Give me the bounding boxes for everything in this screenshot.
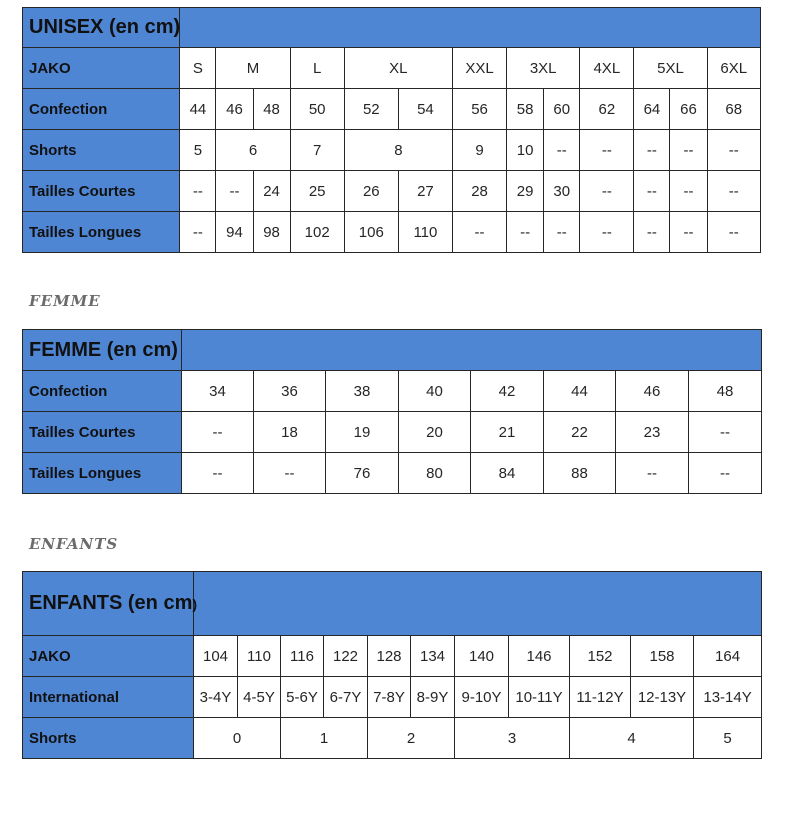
size-cell: 5-6Y <box>281 677 324 718</box>
size-cell: 27 <box>398 171 452 212</box>
size-cell: 20 <box>399 412 471 453</box>
unisex-row-tailles-courtes <box>23 171 761 212</box>
size-cell: 58 <box>507 89 544 130</box>
size-cell: L <box>290 48 344 89</box>
size-cell: 88 <box>544 453 616 494</box>
size-cell: 84 <box>471 453 544 494</box>
row-label-shorts: Shorts <box>23 130 180 171</box>
size-cell: 146 <box>509 636 570 677</box>
enfants-title-paren: ) <box>192 596 198 612</box>
femme-title-row <box>23 330 762 371</box>
size-cell: -- <box>707 171 760 212</box>
size-cell: 76 <box>326 453 399 494</box>
size-cell: 4-5Y <box>238 677 281 718</box>
size-cell: 36 <box>254 371 326 412</box>
size-cell: 128 <box>368 636 411 677</box>
size-cell: 38 <box>326 371 399 412</box>
size-cell: 1 <box>281 718 368 759</box>
size-cell: -- <box>634 130 670 171</box>
size-cell: 94 <box>216 212 253 253</box>
size-cell: -- <box>180 171 216 212</box>
size-cell: 5XL <box>634 48 707 89</box>
size-cell: 46 <box>216 89 253 130</box>
row-label-shorts: Shorts <box>23 718 194 759</box>
size-cell: -- <box>707 212 760 253</box>
size-cell: 11-12Y <box>570 677 631 718</box>
femme-row-confection <box>23 371 762 412</box>
femme-title: FEMME (en cm) <box>23 330 182 371</box>
size-cell: -- <box>544 212 580 253</box>
femme-row-tailles-courtes <box>23 412 762 453</box>
size-cell: 19 <box>326 412 399 453</box>
size-cell: 23 <box>616 412 689 453</box>
size-cell: 9-10Y <box>455 677 509 718</box>
size-cell: S <box>180 48 216 89</box>
enfants-title-text: ENFANTS (en cm <box>29 592 193 614</box>
size-cell: 106 <box>344 212 398 253</box>
row-label-international: International <box>23 677 194 718</box>
size-cell: 64 <box>634 89 670 130</box>
size-cell: 3-4Y <box>194 677 238 718</box>
size-cell: 158 <box>631 636 694 677</box>
size-cell: -- <box>544 130 580 171</box>
size-cell: 42 <box>471 371 544 412</box>
enfants-size-table <box>22 571 762 759</box>
enfants-row-international <box>23 677 762 718</box>
size-cell: -- <box>634 171 670 212</box>
size-cell: 29 <box>507 171 544 212</box>
size-cell: 9 <box>452 130 506 171</box>
size-cell: XL <box>344 48 452 89</box>
femme-row-tailles-longues <box>23 453 762 494</box>
size-cell: 44 <box>180 89 216 130</box>
size-cell: -- <box>180 212 216 253</box>
unisex-size-table <box>22 7 761 253</box>
row-label-tailles-courtes: Tailles Courtes <box>23 412 182 453</box>
size-cell: 28 <box>452 171 506 212</box>
unisex-title-row <box>23 8 761 48</box>
size-cell: 110 <box>398 212 452 253</box>
size-cell: -- <box>580 171 634 212</box>
size-cell: -- <box>634 212 670 253</box>
size-cell: -- <box>616 453 689 494</box>
size-cell: 34 <box>182 371 254 412</box>
size-cell: 48 <box>253 89 290 130</box>
size-cell: 60 <box>544 89 580 130</box>
row-label-confection: Confection <box>23 89 180 130</box>
size-cell: 4 <box>570 718 694 759</box>
size-cell: 26 <box>344 171 398 212</box>
size-cell: 52 <box>344 89 398 130</box>
size-cell: 54 <box>398 89 452 130</box>
size-cell: -- <box>670 171 707 212</box>
row-label-tailles-longues: Tailles Longues <box>23 453 182 494</box>
size-cell: 102 <box>290 212 344 253</box>
size-cell: -- <box>216 171 253 212</box>
size-cell: -- <box>670 212 707 253</box>
enfants-section-heading: ENFANTS <box>29 535 119 553</box>
size-cell: 3XL <box>507 48 580 89</box>
size-cell: 0 <box>194 718 281 759</box>
enfants-row-shorts <box>23 718 762 759</box>
unisex-row-tailles-longues <box>23 212 761 253</box>
row-label-jako: JAKO <box>23 48 180 89</box>
size-cell: 122 <box>324 636 368 677</box>
row-label-tailles-courtes: Tailles Courtes <box>23 171 180 212</box>
size-cell: 3 <box>455 718 570 759</box>
femme-section-heading: FEMME <box>29 292 101 310</box>
size-cell: -- <box>689 412 762 453</box>
size-cell: 66 <box>670 89 707 130</box>
size-cell: XXL <box>452 48 506 89</box>
size-cell: 21 <box>471 412 544 453</box>
femme-size-table <box>22 329 762 494</box>
femme-title-fill <box>182 330 762 371</box>
size-cell: 4XL <box>580 48 634 89</box>
size-cell: M <box>216 48 290 89</box>
size-cell: 46 <box>616 371 689 412</box>
size-cell: 44 <box>544 371 616 412</box>
enfants-title-fill <box>194 572 762 636</box>
size-cell: -- <box>254 453 326 494</box>
size-cell: 25 <box>290 171 344 212</box>
size-cell: 164 <box>694 636 762 677</box>
size-cell: 7 <box>290 130 344 171</box>
size-cell: 48 <box>689 371 762 412</box>
unisex-title-fill <box>180 8 761 48</box>
size-cell: -- <box>182 412 254 453</box>
size-cell: 6XL <box>707 48 760 89</box>
size-cell: 56 <box>452 89 506 130</box>
unisex-row-shorts <box>23 130 761 171</box>
size-cell: -- <box>670 130 707 171</box>
size-cell: 80 <box>399 453 471 494</box>
enfants-title <box>23 572 198 636</box>
unisex-row-confection <box>23 89 761 130</box>
size-cell: -- <box>507 212 544 253</box>
size-cell: 8 <box>344 130 452 171</box>
size-cell: 98 <box>253 212 290 253</box>
size-cell: -- <box>580 212 634 253</box>
size-cell: 22 <box>544 412 616 453</box>
size-cell: 116 <box>281 636 324 677</box>
row-label-confection: Confection <box>23 371 182 412</box>
size-cell: -- <box>182 453 254 494</box>
size-cell: -- <box>452 212 506 253</box>
size-cell: 18 <box>254 412 326 453</box>
size-cell: 12-13Y <box>631 677 694 718</box>
size-cell: 2 <box>368 718 455 759</box>
size-cell: 68 <box>707 89 760 130</box>
row-label-tailles-longues: Tailles Longues <box>23 212 180 253</box>
enfants-title-row <box>23 572 762 636</box>
size-cell: -- <box>689 453 762 494</box>
enfants-row-jako <box>23 636 762 677</box>
size-cell: 5 <box>180 130 216 171</box>
size-cell: 152 <box>570 636 631 677</box>
size-cell: 10-11Y <box>509 677 570 718</box>
size-cell: 140 <box>455 636 509 677</box>
size-cell: -- <box>707 130 760 171</box>
size-cell: 24 <box>253 171 290 212</box>
unisex-title: UNISEX (en cm) <box>23 8 180 48</box>
size-cell: 5 <box>694 718 762 759</box>
row-label-jako: JAKO <box>23 636 194 677</box>
size-cell: 8-9Y <box>411 677 455 718</box>
size-cell: 110 <box>238 636 281 677</box>
size-cell: 134 <box>411 636 455 677</box>
size-cell: 7-8Y <box>368 677 411 718</box>
size-cell: 62 <box>580 89 634 130</box>
size-cell: 13-14Y <box>694 677 762 718</box>
size-cell: 40 <box>399 371 471 412</box>
size-cell: 10 <box>507 130 544 171</box>
unisex-row-jako <box>23 48 761 89</box>
size-cell: 6-7Y <box>324 677 368 718</box>
size-cell: -- <box>580 130 634 171</box>
size-cell: 104 <box>194 636 238 677</box>
size-cell: 30 <box>544 171 580 212</box>
size-cell: 50 <box>290 89 344 130</box>
size-cell: 6 <box>216 130 290 171</box>
